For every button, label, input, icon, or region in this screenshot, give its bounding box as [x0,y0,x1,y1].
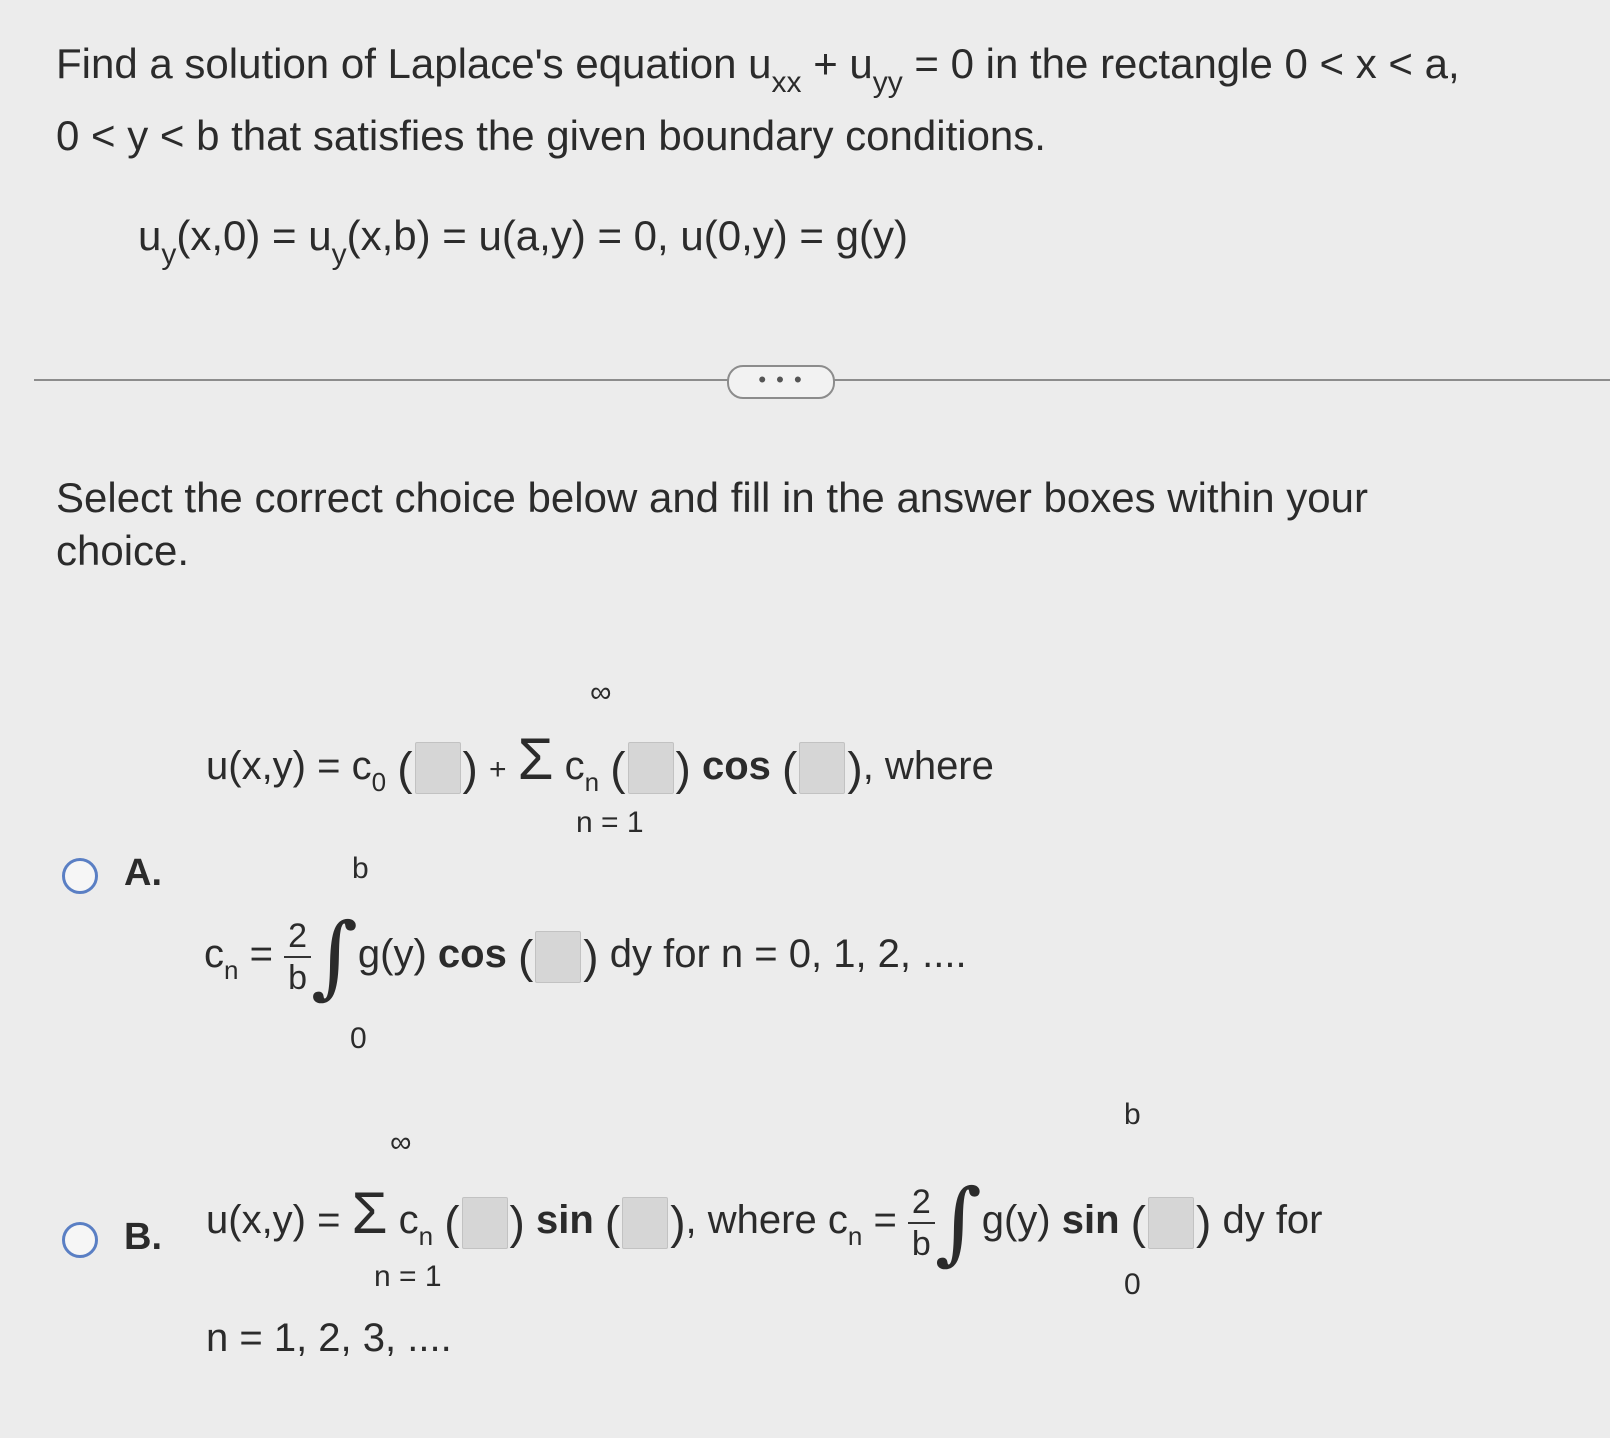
question-text: = 0 in the rectangle 0 < x < a, [902,40,1460,87]
answer-box-b3[interactable] [1148,1197,1194,1249]
eq-text: g(y) [981,1198,1051,1243]
eq-text: c [564,744,585,788]
fraction-denominator: b [288,958,307,997]
sigma-symbol: Σ [351,1181,388,1247]
paren: ) [583,930,599,983]
subscript: y [161,238,177,271]
subscript: y [331,238,347,271]
eq-text: c [204,932,224,977]
question-text: + u [801,40,873,87]
eq-text: u(x,y) = c [206,744,372,788]
option-a-coefficient [204,904,967,1009]
answer-box-a1[interactable] [415,742,461,794]
option-b-radio[interactable] [62,1222,98,1258]
integral-icon: ∫ [311,904,358,1009]
sigma-lower-limit: n = 1 [576,806,644,839]
eq-text: c [398,1198,419,1243]
answer-box-a4[interactable] [535,931,581,983]
fraction-numerator: 2 [908,1182,935,1224]
integral-icon: ∫ [934,1170,982,1275]
option-a-label[interactable]: A. [124,852,162,894]
equals-sign: = [873,1198,897,1243]
answer-box-b2[interactable] [622,1197,668,1249]
bc-text: u [138,212,162,259]
paren: ( [397,742,413,795]
option-b-equation [206,1170,1323,1275]
eq-text: u(x,y) = [206,1198,341,1243]
eq-text: dy for [1222,1198,1323,1243]
fraction [908,1182,935,1264]
paren: ( [444,1196,460,1249]
fraction-numerator: 2 [284,916,311,958]
subscript: n [418,1221,434,1252]
equals-sign: = [249,932,273,977]
subscript: n [847,1221,863,1252]
answer-box-a2[interactable] [628,742,674,794]
option-b-range: n = 1, 2, 3, .... [206,1316,452,1360]
cos-function: cos [437,932,507,977]
paren: ( [604,1196,621,1249]
subscript: xx [771,66,802,99]
paren: ) [1196,1196,1212,1249]
subscript: 0 [371,767,387,797]
integral-lower-limit: 0 [1124,1268,1141,1301]
paren: ) [462,742,478,795]
paren: ) [847,742,863,795]
question-line-1 [56,38,1460,99]
eq-text: , where [862,744,994,788]
integral-lower-limit: 0 [350,1022,367,1055]
integral-upper-limit: b [1124,1098,1141,1131]
instruction-line-1: Select the correct choice below and fill in the answer boxes within your [56,474,1369,521]
sin-function: sin [535,1198,594,1243]
cos-function: cos [701,744,771,788]
question-line-2: 0 < y < b that satisfies the given boundary conditions. [56,112,1046,159]
option-b-label[interactable]: B. [124,1216,162,1258]
sin-function: sin [1061,1198,1120,1243]
sigma-upper-limit: ∞ [590,676,612,709]
sigma-symbol: Σ [517,727,554,792]
paren: ) [675,742,691,795]
more-button[interactable]: • • • [727,365,835,399]
subscript: yy [872,66,903,99]
eq-text: , where c [685,1198,848,1243]
sigma-lower-limit: n = 1 [374,1260,442,1293]
eq-text: g(y) [357,932,427,977]
boundary-conditions [138,210,908,271]
paren: ) [509,1196,525,1249]
question-text: Find a solution of Laplace's equation u [56,40,772,87]
paren: ( [517,930,534,983]
eq-text: dy for n = 0, 1, 2, .... [609,932,967,977]
answer-box-b1[interactable] [462,1197,508,1249]
fraction [284,916,311,998]
paren: ( [1130,1196,1146,1249]
integral-upper-limit: b [352,852,369,885]
paren: ( [782,742,798,795]
sigma-upper-limit: ∞ [390,1126,412,1159]
option-a-equation [206,726,994,795]
fraction-denominator: b [911,1224,931,1263]
instruction-line-2: choice. [56,527,190,574]
plus-sign: + [488,753,507,786]
bc-text: (x,b) = u(a,y) = 0, u(0,y) = g(y) [346,212,908,259]
paren: ) [670,1196,686,1249]
paren: ( [610,742,626,795]
subscript: n [584,767,600,797]
subscript: n [224,955,239,986]
bc-text: (x,0) = u [176,212,332,259]
option-a-radio[interactable] [62,858,98,894]
answer-box-a3[interactable] [799,742,845,794]
